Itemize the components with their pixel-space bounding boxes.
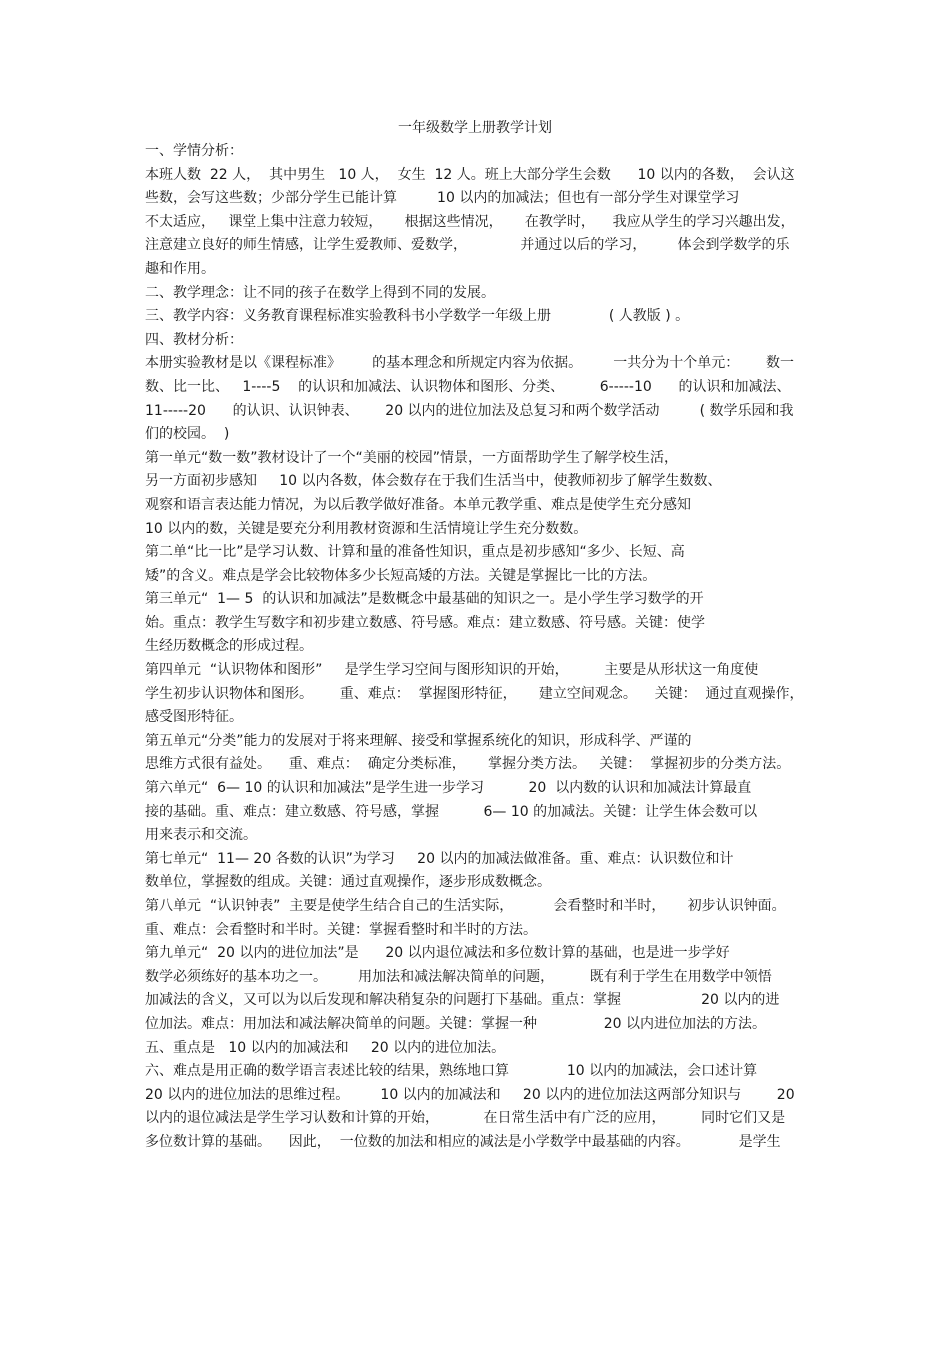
text-line: 第九单元“ 20 以内的进位加法”是 20 以内退位减法和多位数计算的基础，也是进一步学好 — [145, 945, 730, 962]
text-line: 第三单元“ 1— 5 的认识和加减法”是数概念中最基础的知识之一。是小学生学习数学的开 — [145, 591, 704, 608]
text-line: 数单位，掌握数的组成。关键：通过直观操作，逐步形成数概念。 — [145, 874, 551, 891]
text-line: 第四单元 “认识物体和图形” 是学生学习空间与图形知识的开始， 主要是从形状这一角度使 — [145, 662, 759, 679]
text-line: 们的校园。 ) — [145, 426, 230, 443]
text-line: 第五单元“分类”能力的发展对于将来理解、接受和掌握系统化的知识，形成科学、严谨的 — [145, 732, 692, 749]
text-line: 数学必须练好的基本功之一。 用加法和减法解决简单的问题， 既有利于学生在用数学中领悟 — [145, 968, 772, 985]
text-line: 趣和作用。 — [145, 260, 215, 277]
text-line: 位加法。难点：用加法和减法解决简单的问题。关键：掌握一种 20 以内进位加法的方法。 — [145, 1015, 767, 1032]
text-line: 二、教学理念：让不同的孩子在数学上得到不同的发展。 — [145, 284, 495, 301]
document-title: 一年级数学上册教学计划 — [398, 120, 552, 136]
text-line: 多位数计算的基础。 因此， 一位数的加法和相应的减法是小学数学中最基础的内容。 是学生 — [145, 1133, 781, 1150]
text-line: 本班人数 22 人， 其中男生 10 人， 女生 12 人。班上大部分学生会数 10 以内的各数， 会认这 — [145, 166, 795, 183]
text-line: 第二单“比一比”是学习认数、计算和量的准备性知识，重点是初步感知“多少、长短、高 — [145, 544, 685, 561]
text-line: 重、难点：会看整时和半时。关键：掌握看整时和半时的方法。 — [145, 921, 537, 938]
text-line: 四、教材分析： — [145, 331, 243, 348]
text-line: 一、学情分析： — [145, 143, 243, 159]
text-line: 五、重点是 10 以内的加减法和 20 以内的进位加法。 — [145, 1039, 506, 1056]
text-line: 注意建立良好的师生情感，让学生爱教师、爱数学， 并通过以后的学习， 体会到学数学的乐 — [145, 237, 790, 254]
text-line: 不太适应， 课堂上集中注意力较短， 根据这些情况， 在教学时， 我应从学生的学习兴趣出发， — [145, 213, 795, 230]
text-line: 11-----20 的认识、认识钟表、 20 以内的进位加法及总复习和两个数学活动 ( 数学乐园和我 — [145, 402, 794, 419]
text-line: 些数，会写这些数；少部分学生已能计算 10 以内的加减法；但也有一部分学生对课堂学习 — [145, 190, 740, 207]
text-line: 另一方面初步感知 10 以内各数，体会数存在于我们生活当中，使教师初步了解学生数数、 — [145, 473, 722, 490]
text-line: 三、教学内容：义务教育课程标准实验教科书小学数学一年级上册 ( 人教版 ) 。 — [145, 308, 690, 325]
text-line: 20 以内的进位加法的思维过程。 10 以内的加减法和 20 以内的进位加法这两部分知识与 20 — [145, 1086, 795, 1103]
text-line: 学生初步认识物体和图形。 重、难点： 掌握图形特征， 建立空间观念。 关键： 通过直观操作， — [145, 685, 804, 702]
text-line: 以内的退位减法是学生学习认数和计算的开始， 在日常生活中有广泛的应用， 同时它们又是 — [145, 1110, 786, 1127]
text-line: 六、难点是用正确的数学语言表述比较的结果，熟练地口算 10 以内的加减法，会口述计算 — [145, 1063, 758, 1080]
text-line: 用来表示和交流。 — [145, 827, 257, 844]
document-body — [145, 140, 815, 1155]
text-line: 数、比一比、 1----5 的认识和加减法、认识物体和图形、分类、 6-----10 的认识和加减法、 — [145, 378, 791, 395]
text-line: 10 以内的数，关键是要充分利用教材资源和生活情境让学生充分数数。 — [145, 520, 588, 537]
text-line: 接的基础。重、难点：建立数感、符号感，掌握 6— 10 的加减法。关键：让学生体会数可以 — [145, 803, 758, 820]
text-line: 第一单元“数一数”教材设计了一个“美丽的校园”情景，一方面帮助学生了解学校生活， — [145, 449, 679, 466]
text-line: 感受图形特征。 — [145, 709, 243, 726]
text-line: 本册实验教材是以《课程标准》 的基本理念和所规定内容为依据。 一共分为十个单元： 数一 — [145, 355, 795, 372]
text-line: 生经历数概念的形成过程。 — [145, 638, 313, 655]
text-line: 第七单元“ 11— 20 各数的认识”为学习 20 以内的加减法做准备。重、难点：认识数位和计 — [145, 850, 734, 867]
text-line: 第八单元 “认识钟表” 主要是使学生结合自己的生活实际， 会看整时和半时， 初步认识钟面。 — [145, 898, 786, 914]
text-line: 观察和语言表达能力情况，为以后教学做好准备。本单元教学重、难点是使学生充分感知 — [145, 496, 691, 513]
text-line: 矮”的含义。难点是学会比较物体多少长短高矮的方法。关键是掌握比一比的方法。 — [145, 567, 657, 584]
text-line: 思维方式很有益处。 重、难点： 确定分类标准， 掌握分类方法。 关键： 掌握初步的分类方法。 — [145, 756, 791, 773]
text-line: 加减法的含义，又可以为以后发现和解决稍复杂的问题打下基础。重点：掌握 20 以内的进 — [145, 992, 780, 1009]
text-line: 始。重点：教学生写数字和初步建立数感、符号感。难点：建立数感、符号感。关键：使学 — [145, 614, 705, 631]
text-line: 第六单元“ 6— 10 的认识和加减法”是学生进一步学习 20 以内数的认识和加减法计算最直 — [145, 780, 752, 797]
